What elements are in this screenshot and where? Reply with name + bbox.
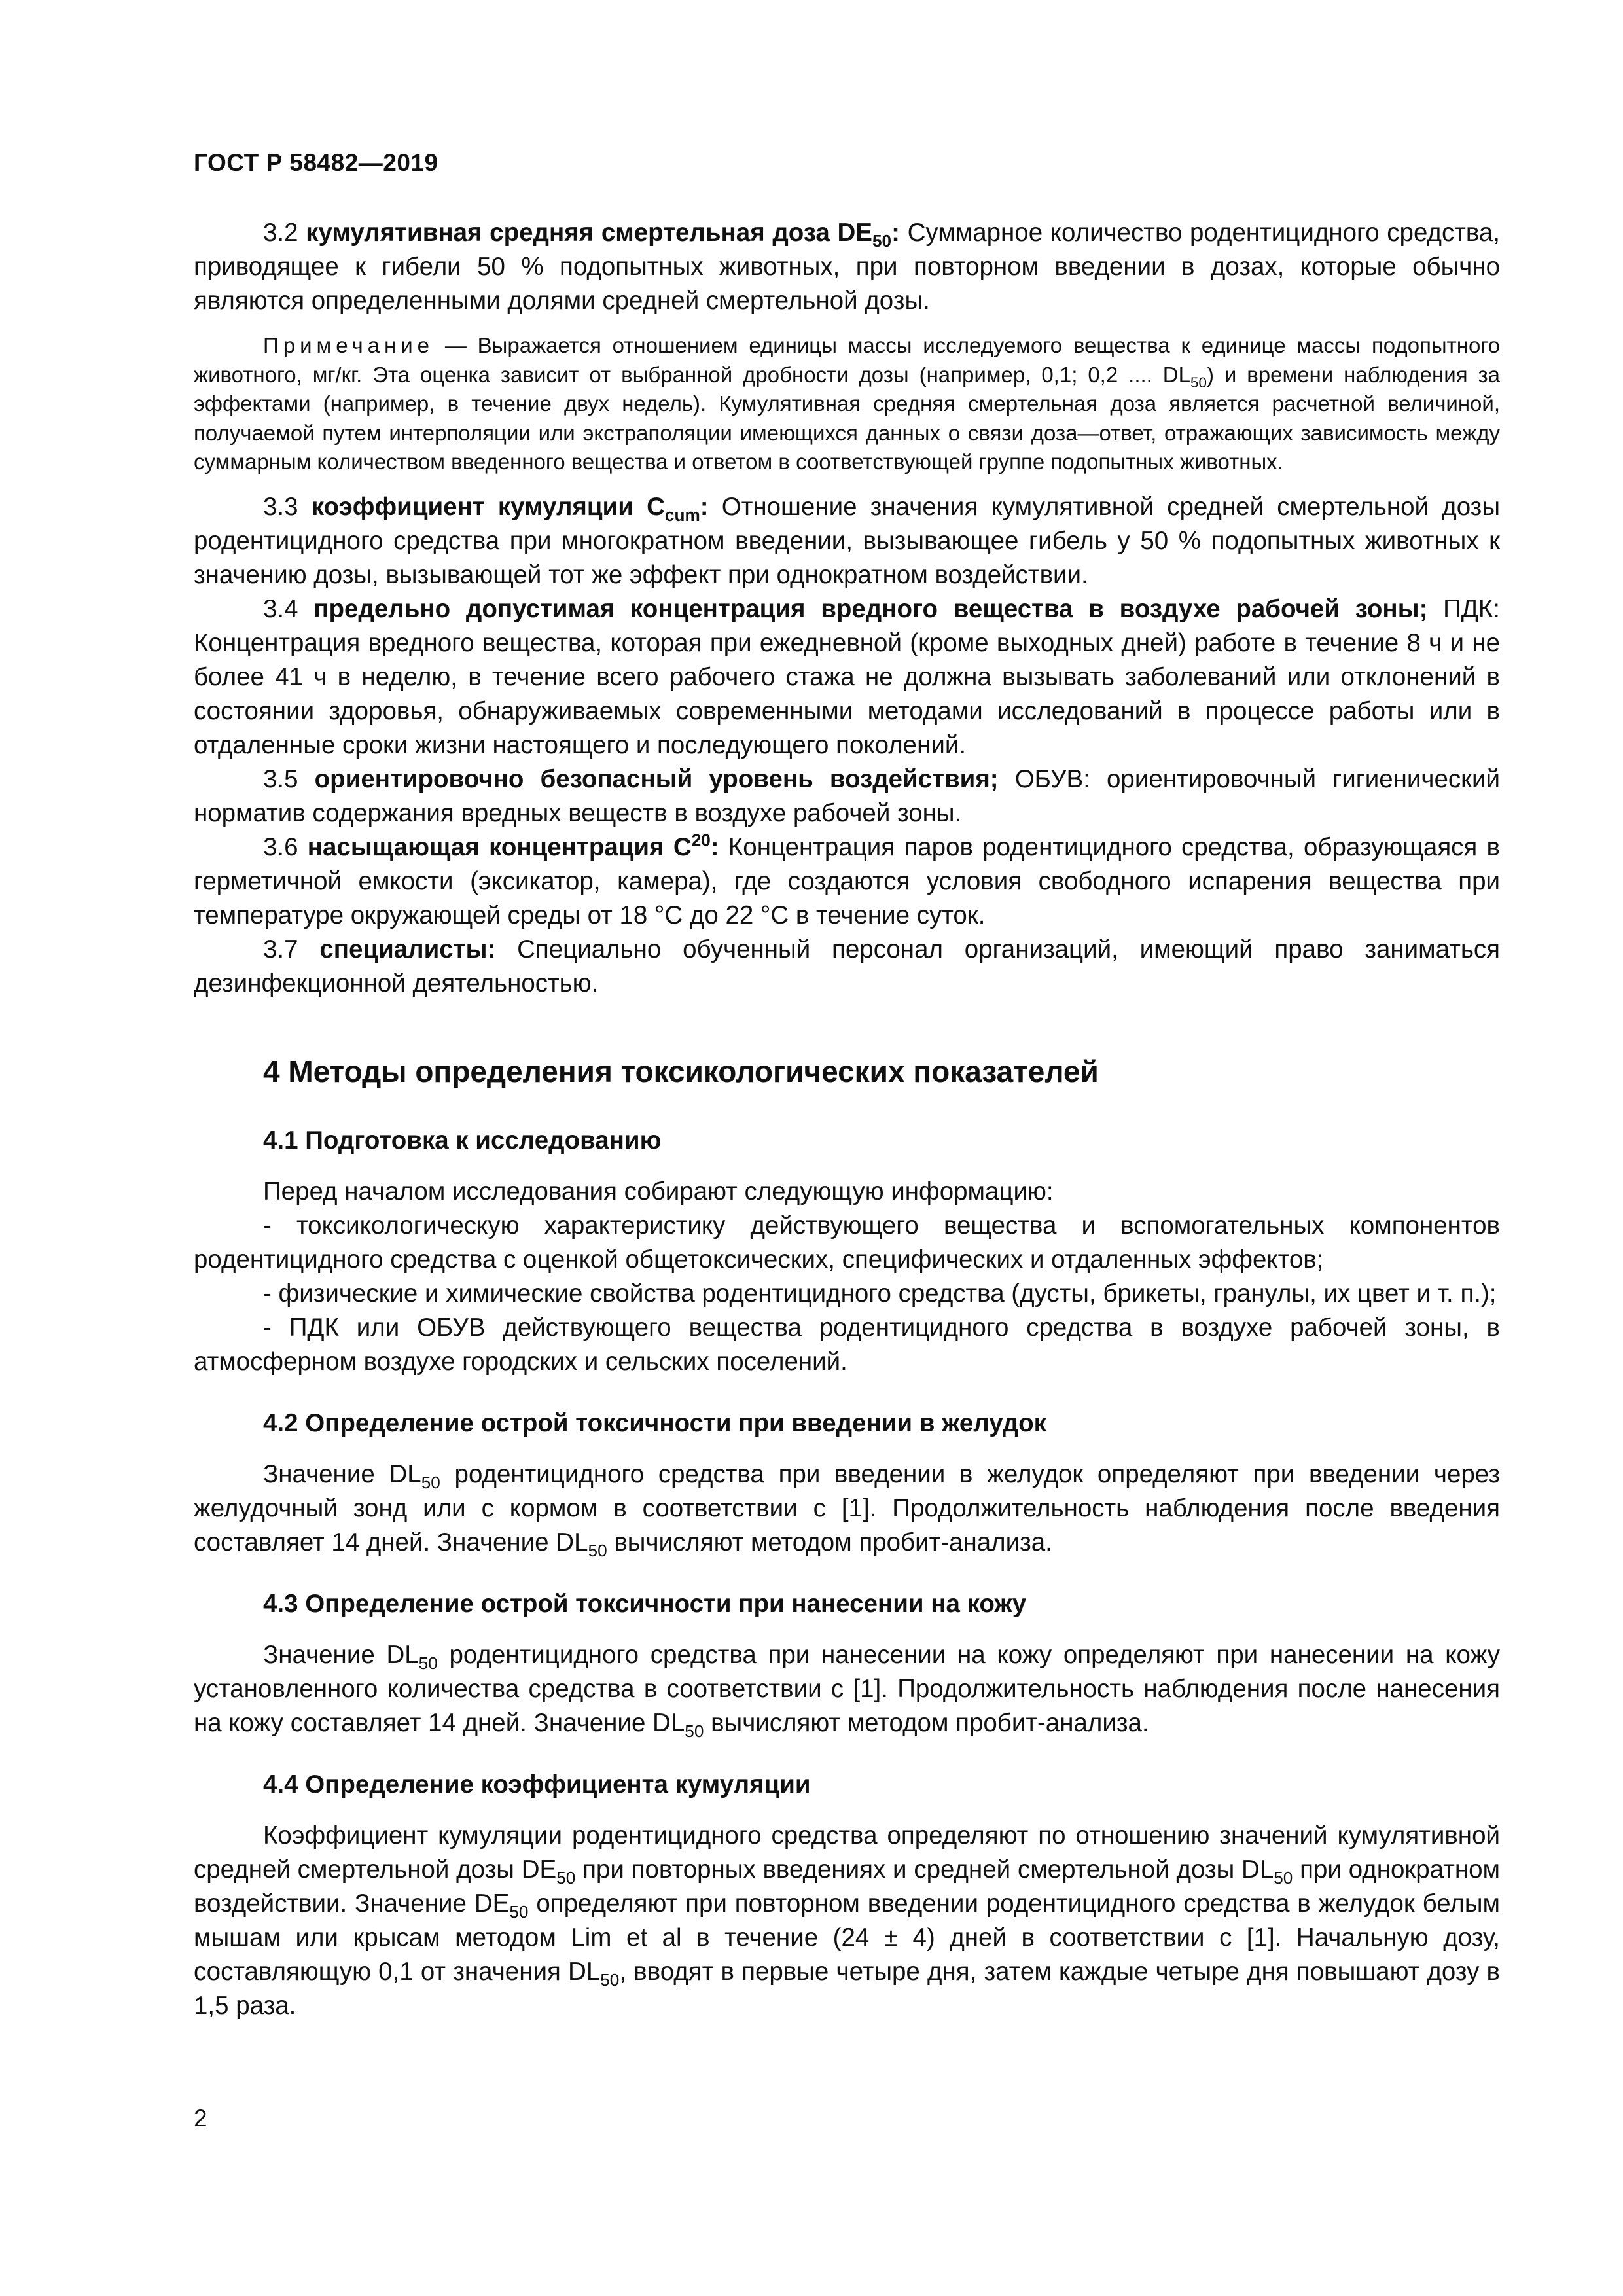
clause-number: 3.2	[263, 219, 306, 247]
subsection-4-4-heading: 4.4 Определение коэффициента кумуляции	[263, 1770, 811, 1799]
term: предельно допустимая концентрация вредного вещества в воздухе рабочей зоны;	[313, 594, 1428, 623]
term: кумулятивная средняя смертельная доза $DE_{50}$:	[306, 219, 900, 251]
definition-text: Концентрация паров родентицидного средства, образующаяся в герметичной емкости (эксикатор, камера), где создаются условия свободного испарения вещества при температуре окружающей среды от 18 °C до 22 °C в течение суток.	[194, 833, 1500, 929]
list-item: - токсикологическую характеристику действующего вещества и вспомогательных компонентов родентицидного средства с оценкой общетоксических, специфических и отдаленных эффектов;	[194, 1211, 1500, 1274]
paragraph-3-2	[194, 216, 1500, 318]
term: ориентировочно безопасный уровень воздействия;	[314, 764, 999, 793]
page-number: 2	[194, 2105, 207, 2132]
definition-text: Специально обученный персонал организаций, имеющий право заниматься дезинфекционной деятельностью.	[194, 935, 1501, 997]
paragraph-4-1-intro: Перед началом исследования собирают следующую информацию:	[263, 1177, 1054, 1206]
paragraph-4-3: Значение $DL_{50}$ родентицидного средства при нанесении на кожу определяют при нанесении на кожу установленного количества средства в соответствии с [1]. Продолжительность наблюдения после нанесения на кожу составляет 14 дней. Значение $DL_{50}$ вычисляют методом пробит-анализа.	[194, 1640, 1500, 1741]
paragraph-3-5: 3.5 ориентировочно безопасный уровень воздействия; ОБУВ: ориентировочный гигиенический норматив содержания вредных веществ в воздухе рабочей зоны.	[194, 764, 1500, 827]
paragraph-3-3: 3.3 коэффициент кумуляции $C_{cum}$: Отношение значения кумулятивной средней смертельной дозы родентицидного средства при многократном введении, вызывающее гибель у 50 % подопытных животных к значению дозы, вызывающей тот же эффект при однократном воздействии.	[194, 492, 1501, 589]
definition-text: ОБУВ: ориентировочный гигиенический норматив содержания вредных веществ в воздухе рабочей зоны.	[194, 764, 1500, 827]
list-item: - физические и химические свойства родентицидного средства (дусты, брикеты, гранулы, их цвет и т. п.);	[263, 1279, 1497, 1308]
definition-text: ПДК: Концентрация вредного вещества, которая при ежедневной (кроме выходных дней) работе в течение 8 ч и не более 41 ч в неделю, в течение всего рабочего стажа не должна вызывать заболеваний или отклонений в состоянии здоровья, обнаруживаемых современными методами исследований в процессе работы или в отдаленные сроки жизни настоящего и последующего поколений.	[194, 594, 1500, 759]
note-paragraph: Примечание — Выражается отношением единицы массы исследуемого вещества к единице массы подопытного животного, мг/кг. Эта оценка зависит от выбранной дробности дозы (например, 0,1; 0,2 .... $DL_{50}$) и времени наблюдения за эффектами (например, в течение двух недель). Кумулятивная средняя смертельная доза является расчетной величиной, получаемой путем интерполяции или экстраполяции имеющихся данных о связи доза—ответ, отражающих зависимость между суммарным количеством введенного вещества и ответом в соответствующей группе подопытных животных.	[194, 333, 1500, 474]
paragraph-3-4: 3.4 предельно допустимая концентрация вредного вещества в воздухе рабочей зоны; ПДК: Концентрация вредного вещества, которая при ежедневной (кроме выходных дней) работе в течение 8 ч и не более 41 ч в неделю, в течение всего рабочего стажа не должна вызывать заболеваний или отклонений в состоянии здоровья, обнаруживаемых современными методами исследований в процессе работы или в отдаленные сроки жизни настоящего и последующего поколений.	[194, 594, 1500, 759]
note-label: Примечание	[263, 333, 435, 357]
paragraph-4-2: Значение $DL_{50}$ родентицидного средства при введении в желудок определяют при введении через желудочный зонд или с кормом в соответствии с [1]. Продолжительность наблюдения после введения составляет 14 дней. Значение $DL_{50}$ вычисляют методом пробит-анализа.	[194, 1460, 1500, 1560]
subsection-4-3-heading: 4.3 Определение острой токсичности при нанесении на кожу	[263, 1589, 1027, 1618]
paragraph-4-4: Коэффициент кумуляции родентицидного средства определяют по отношению значений кумулятивной средней смертельной дозы $DE_{50}$ при повторных введениях и средней смертельной дозы $DL_{50}$ при однократном воздействии. Значение $DE_{50}$ определяют при повторном введении родентицидного средства в желудок белым мышам или крысам методом Lim et al в течение (24 ± 4) дней в соответствии с [1]. Начальную дозу, составляющую 0,1 от значения $DL_{50}$, вводят в первые четыре дня, затем каждые четыре дня повышают дозу в 1,5 раза.	[194, 1821, 1501, 2020]
paragraph-3-7: 3.7 специалисты: Специально обученный персонал организаций, имеющий право заниматься дезинфекционной деятельностью.	[194, 935, 1501, 997]
term: специалисты:	[319, 935, 496, 963]
document-code-header: ГОСТ Р 58482—2019	[194, 149, 438, 176]
subsection-4-1-heading: 4.1 Подготовка к исследованию	[263, 1126, 662, 1155]
paragraph-3-6: 3.6 насыщающая концентрация $C^{20}$: Концентрация паров родентицидного средства, образующаяся в герметичной емкости (эксикатор, камера), где создаются условия свободного испарения вещества при температуре окружающей среды от 18 °C до 22 °C в течение суток.	[194, 830, 1500, 929]
subsection-4-2-heading: 4.2 Определение острой токсичности при введении в желудок	[263, 1408, 1046, 1437]
definition-text: Суммарное количество родентицидного средства, приводящее к гибели 50 % подопытных животных, при повторном введении в дозах, которые обычно являются определенными долями средней смертельной дозы.	[194, 219, 1500, 315]
section-4-heading: 4 Методы определения токсикологических показателей	[263, 1054, 1099, 1088]
list-item: - ПДК или ОБУВ действующего вещества родентицидного средства в воздухе рабочей зоны, в атмосферном воздухе городских и сельских поселений.	[194, 1313, 1500, 1376]
term: коэффициент кумуляции $C_{cum}$:	[311, 492, 709, 525]
page-content	[194, 216, 1500, 2023]
definition-text: Отношение значения кумулятивной средней смертельной дозы родентицидного средства при многократном введении, вызывающее гибель у 50 % подопытных животных к значению дозы, вызывающей тот же эффект при однократном воздействии.	[194, 492, 1501, 589]
term: насыщающая концентрация $C^{20}$:	[307, 830, 719, 861]
